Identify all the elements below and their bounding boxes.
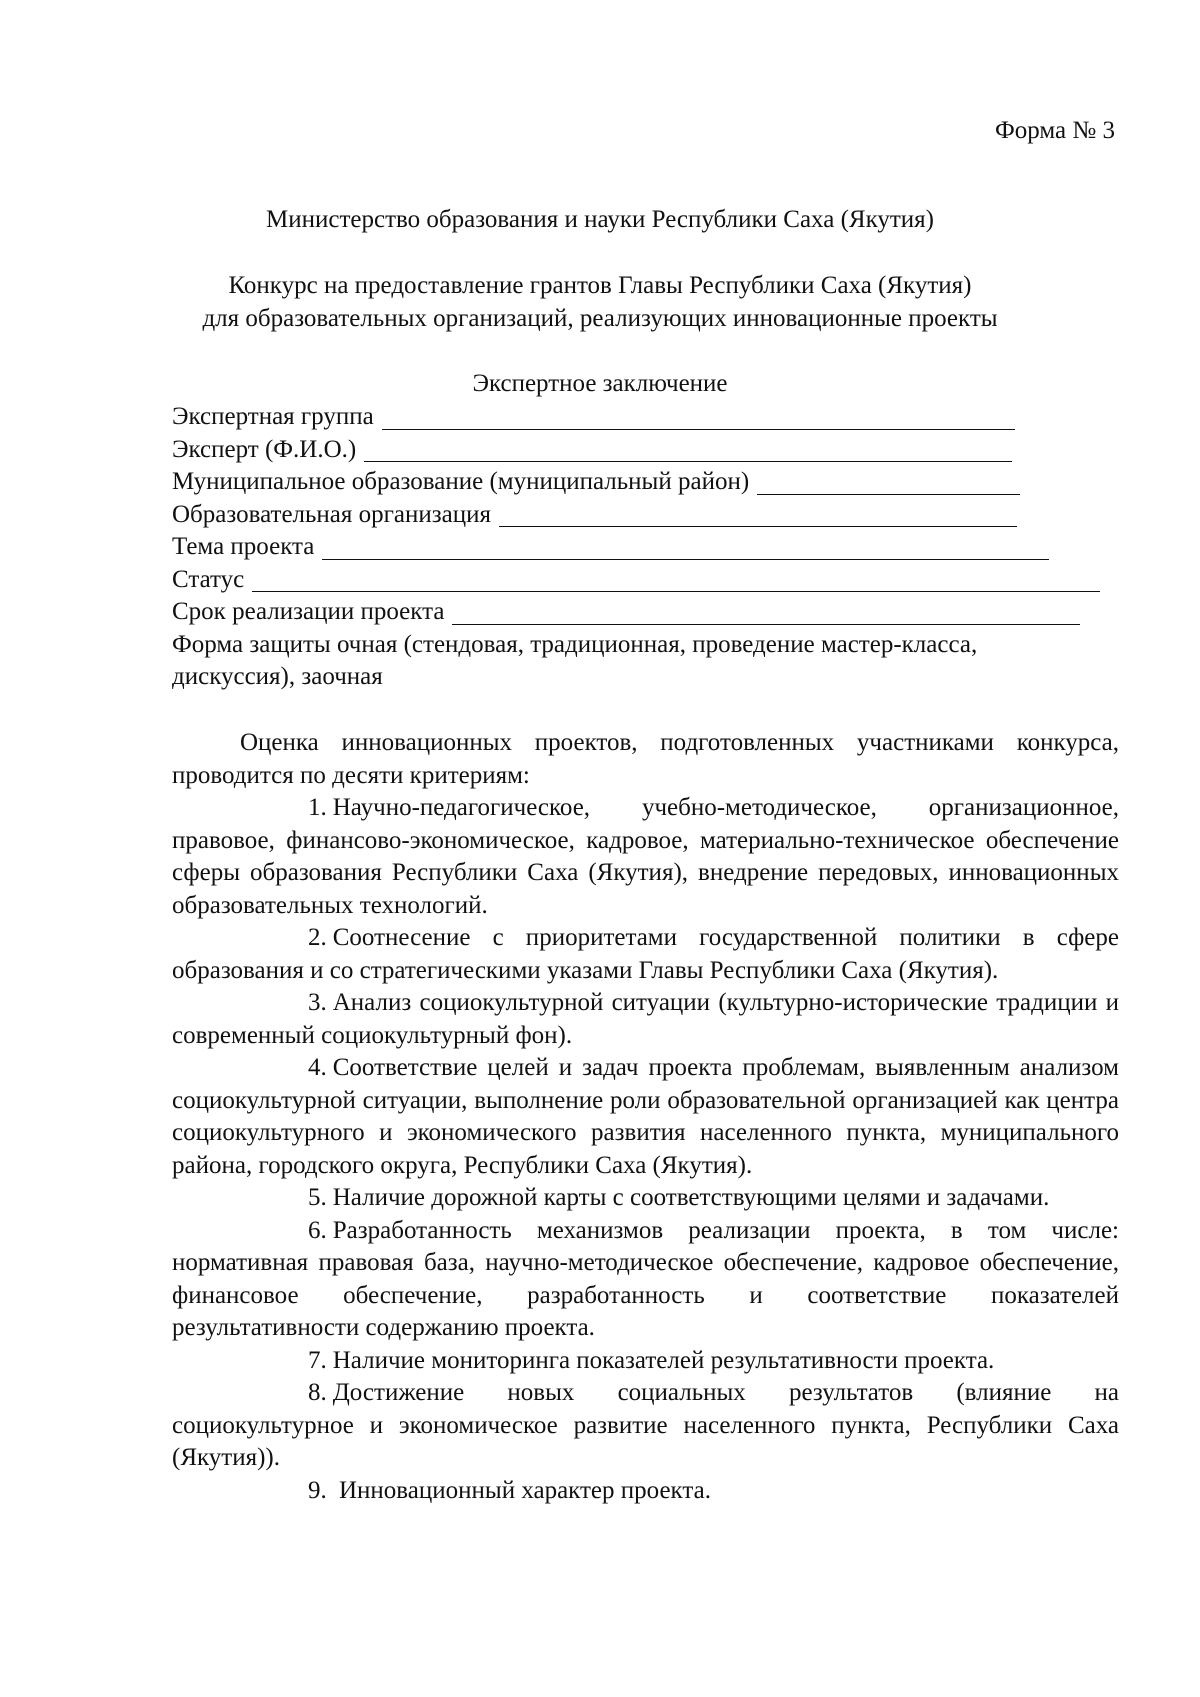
document-title: Экспертное заключение (472, 370, 728, 397)
criterion-item (172, 1052, 1119, 1182)
criterion-item (172, 1475, 1119, 1508)
field-blank-line[interactable] (382, 404, 1015, 430)
criterion-number: 7. (308, 1346, 327, 1374)
field-label: Муниципальное образование (муниципальный район) (172, 468, 750, 495)
criterion-text: Соответствие целей и задач проекта проблемам, выявленным анализом социокультурной ситуации, выполнение роли образовательной организацией как центра социокультурного и экономического развития населенного пункта, муниципального района, городского округа, Республики Саха (Якутия). (172, 1054, 1119, 1179)
intro-section (172, 727, 1119, 792)
field-blank-line[interactable] (252, 566, 1100, 592)
criterion-text: Анализ социокультурной ситуации (культурно-исторические традиции и современный социокультурный фон). (172, 989, 1119, 1049)
ministry-heading: Министерство образования и науки Республики Саха (Якутия) (266, 206, 934, 233)
criterion-number: 9. (308, 1476, 327, 1504)
criterion-text: Инновационный характер проекта. (332, 1476, 711, 1504)
criterion-number: 2. (308, 924, 327, 951)
criterion-text: Наличие дорожной карты с соответствующими целями и задачами. (332, 1184, 1050, 1211)
field-blank-line[interactable] (757, 469, 1020, 495)
field-label: Статус (172, 565, 245, 593)
criteria-list (172, 792, 1119, 1507)
field-status (172, 564, 1172, 597)
criterion-number: 8. (308, 1379, 327, 1406)
contest-heading-line-1: Конкурс на предоставление грантов Главы Республики Саха (Якутия) (228, 272, 972, 299)
field-label: Экспертная группа (172, 403, 374, 430)
intro-paragraph: Оценка инновационных проектов, подготовленных участниками конкурса, проводится по десяти критериям: (172, 729, 1119, 789)
criterion-text: Научно-педагогическое, учебно-методическое, организационное, правовое, финансово-экономическое, кадровое, материально-техническое обеспечение сферы образования Республики Саха (Якутия), внедрение передовых, инновационных образовательных технологий. (172, 794, 1119, 919)
defense-form-text: Форма защиты очная (стендовая, традиционная, проведение мастер-класса, дискуссия), заочная (172, 630, 978, 690)
criterion-number: 6. (308, 1216, 327, 1244)
criterion-text: Достижение новых социальных результатов (влияние на социокультурное и экономическое развитие населенного пункта, Республики Саха (Якутия)). (172, 1379, 1119, 1471)
field-expert-name (172, 434, 1172, 467)
criterion-item (172, 1182, 1119, 1215)
field-project-term (172, 596, 1172, 629)
criterion-item (172, 1377, 1119, 1475)
field-label: Срок реализации проекта (172, 598, 445, 625)
criterion-text: Наличие мониторинга показателей результативности проекта. (332, 1346, 995, 1374)
field-municipality (172, 466, 1172, 499)
criterion-item (172, 922, 1119, 987)
form-number: Форма № 3 (995, 117, 1115, 144)
field-blank-line[interactable] (452, 599, 1080, 625)
criterion-number: 5. (308, 1184, 327, 1211)
field-blank-line[interactable] (322, 534, 1049, 560)
field-blank-line[interactable] (499, 501, 1017, 527)
field-organization (172, 499, 1172, 532)
expert-fields (172, 401, 1172, 694)
criterion-number: 3. (308, 989, 327, 1016)
criterion-number: 4. (308, 1054, 327, 1081)
criterion-number: 1. (308, 794, 327, 821)
field-expert-group (172, 401, 1172, 434)
field-label: Тема проекта (172, 533, 315, 560)
criterion-text: Соотнесение с приоритетами государственной политики в сфере образования и со стратегическими указами Главы Республики Саха (Якутия). (172, 924, 1119, 984)
contest-heading-line-2: для образовательных организаций, реализующих инновационные проекты (202, 304, 998, 332)
field-label: Образовательная организация (172, 500, 491, 528)
criterion-text: Разработанность механизмов реализации проекта, в том числе: нормативная правовая база, научно-методическое обеспечение, кадровое обеспечение, финансовое обеспечение, разработанность и соответствие показателей результативности содержанию проекта. (172, 1216, 1119, 1341)
field-label: Эксперт (Ф.И.О.) (172, 435, 357, 463)
criterion-item (172, 792, 1119, 922)
field-blank-line[interactable] (364, 436, 1012, 462)
field-project-topic (172, 531, 1172, 564)
contest-heading (0, 270, 1200, 335)
criterion-item (172, 1345, 1119, 1378)
criterion-item (172, 1215, 1119, 1345)
criterion-item (172, 987, 1119, 1052)
